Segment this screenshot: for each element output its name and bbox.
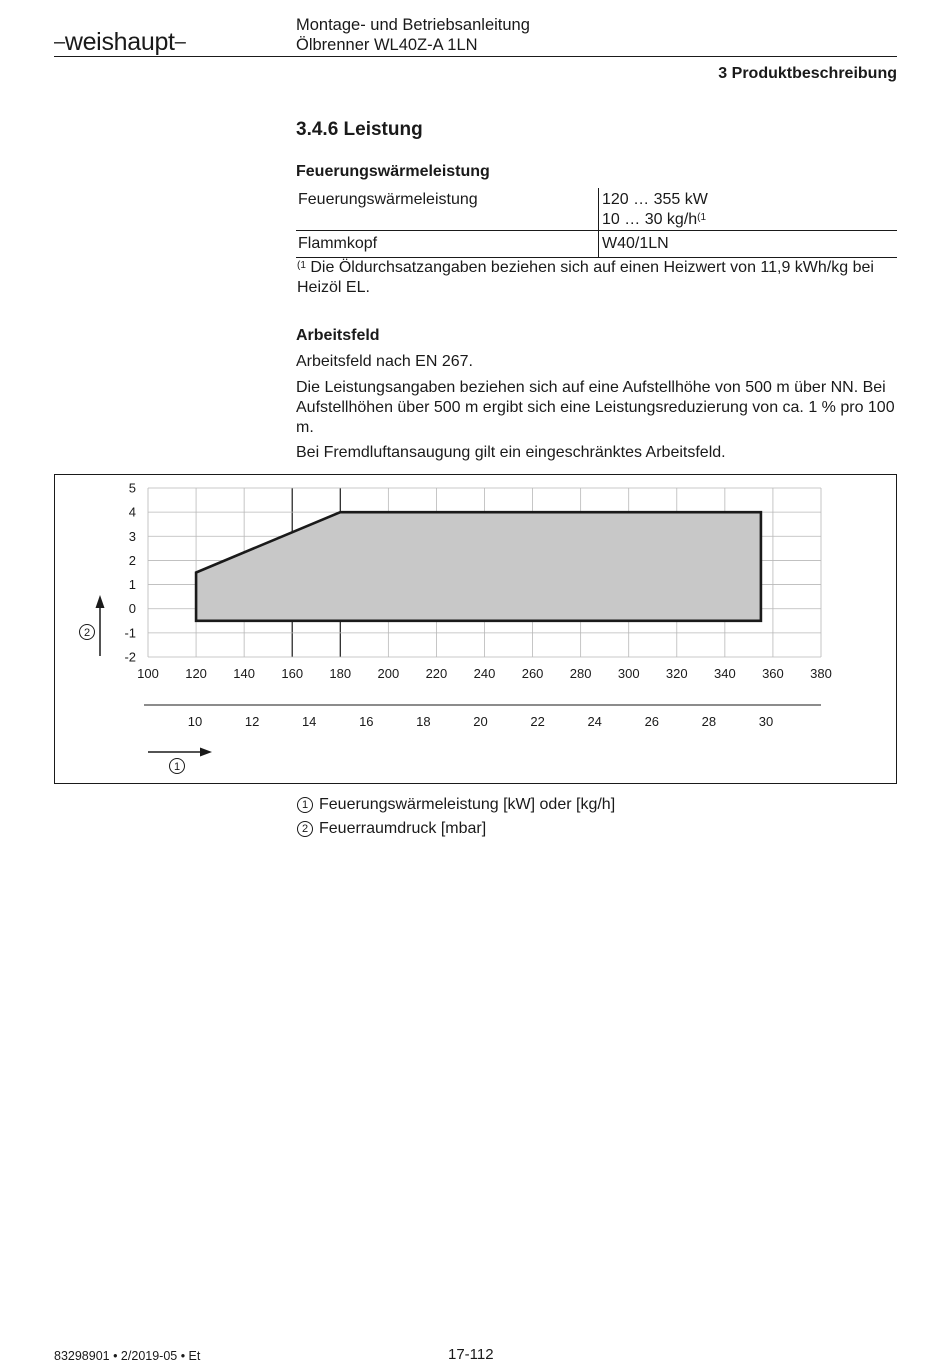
table-cell-value	[598, 188, 897, 230]
subheading-arbeitsfeld: Arbeitsfeld	[296, 327, 380, 344]
secondary-x-tick-label: 22	[530, 714, 545, 729]
x-tick-label: 380	[810, 666, 832, 681]
y-tick-label: -1	[124, 625, 136, 641]
footnote-ref: (1	[697, 212, 707, 223]
paragraph: Arbeitsfeld nach EN 267.	[296, 353, 473, 370]
page-number: 17-112	[448, 1346, 494, 1363]
secondary-x-tick-label: 26	[644, 714, 660, 729]
value-line: 120 … 355 kW	[602, 191, 708, 208]
x-tick-label: 280	[569, 666, 592, 681]
secondary-x-tick-label: 16	[359, 714, 374, 729]
secondary-x-tick-label: 24	[587, 714, 602, 729]
x-tick-label: 240	[473, 666, 496, 681]
y-tick-label: -2	[124, 649, 136, 665]
y-tick-label: 5	[128, 480, 136, 496]
x-tick-label: 200	[377, 666, 400, 681]
document-number: 83298901 • 2/2019-05 • Et	[54, 1349, 201, 1363]
y-axis-arrow-head	[96, 595, 105, 608]
performance-table	[296, 188, 897, 258]
legend-text: Feuerungswärmeleistung [kW] oder [kg/h]	[319, 796, 616, 813]
legend-text: Feuerraumdruck [mbar]	[319, 820, 487, 837]
x-tick-label: 140	[233, 666, 255, 681]
secondary-x-tick-label: 12	[244, 714, 260, 729]
brand-logo: –weishaupt–	[54, 28, 186, 56]
y-tick-label: 4	[128, 504, 136, 520]
x-tick-label: 120	[185, 666, 207, 681]
legend-number: 2	[297, 821, 313, 837]
header-title-line2: Ölbrenner WL40Z-A 1LN	[296, 36, 478, 54]
legend-number: 1	[297, 797, 313, 813]
table-cell-label: Feuerungswärmeleistung	[298, 191, 478, 208]
x-tick-label: 160	[281, 666, 304, 681]
table-row	[296, 188, 897, 231]
y-tick-label: 2	[128, 552, 136, 568]
footnote: $^{(1}$ Die Öldurchsatzangaben beziehen sich auf einen Heizwert von 11,9 kWh/kg bei Heizöl EL.	[297, 259, 874, 296]
secondary-x-tick-label: 18	[416, 714, 431, 729]
y-tick-label: 1	[128, 577, 136, 593]
value-line: 10 … 30 $kg/h^{(1}$	[602, 211, 707, 228]
x-tick-label: 100	[137, 666, 159, 681]
footnote-mark: (1	[297, 260, 306, 271]
secondary-x-tick-label: 10	[187, 714, 203, 729]
x-tick-label: 220	[425, 666, 448, 681]
working-field-chart	[54, 474, 897, 784]
chapter-title: 3 Produktbeschreibung	[718, 65, 897, 82]
secondary-x-tick-label: 20	[473, 714, 488, 729]
x-tick-label: 320	[665, 666, 688, 681]
y-axis-marker: 2	[83, 627, 91, 639]
y-tick-label: 0	[128, 601, 136, 617]
x-tick-label: 180	[329, 666, 352, 681]
working-field-area	[196, 512, 761, 621]
subheading-feuerungswaermeleistung: Feuerungswärmeleistung	[296, 163, 490, 180]
x-tick-label: 340	[714, 666, 736, 681]
secondary-x-tick-label: 14	[301, 714, 317, 729]
paragraph: Die Leistungsangaben beziehen sich auf eine Aufstellhöhe von 500 m über NN. Bei Aufstellhöhen über 500 m ergibt sich eine Leistungsreduzierung von ca. 1 % pro 100 m.	[296, 379, 895, 436]
x-axis-marker: 1	[173, 761, 181, 773]
secondary-x-tick-label: 30	[758, 714, 774, 729]
y-tick-label: 3	[128, 528, 136, 544]
table-cell-label: Flammkopf	[298, 235, 378, 252]
paragraph: Bei Fremdluftansaugung gilt ein eingeschränktes Arbeitsfeld.	[296, 444, 726, 461]
x-tick-label: 300	[617, 666, 640, 681]
table-row	[296, 231, 897, 258]
x-axis-arrow-head	[200, 748, 212, 757]
secondary-x-tick-label: 28	[701, 714, 717, 729]
table-cell-value: W40/1LN	[598, 231, 897, 257]
legend-item	[297, 795, 615, 815]
section-title: 3.4.6 Leistung	[296, 119, 423, 140]
x-tick-label: 260	[521, 666, 544, 681]
legend-item	[297, 819, 486, 839]
x-tick-label: 360	[762, 666, 784, 681]
header-title-line1: Montage- und Betriebsanleitung	[296, 16, 530, 34]
header-rule	[54, 56, 897, 57]
